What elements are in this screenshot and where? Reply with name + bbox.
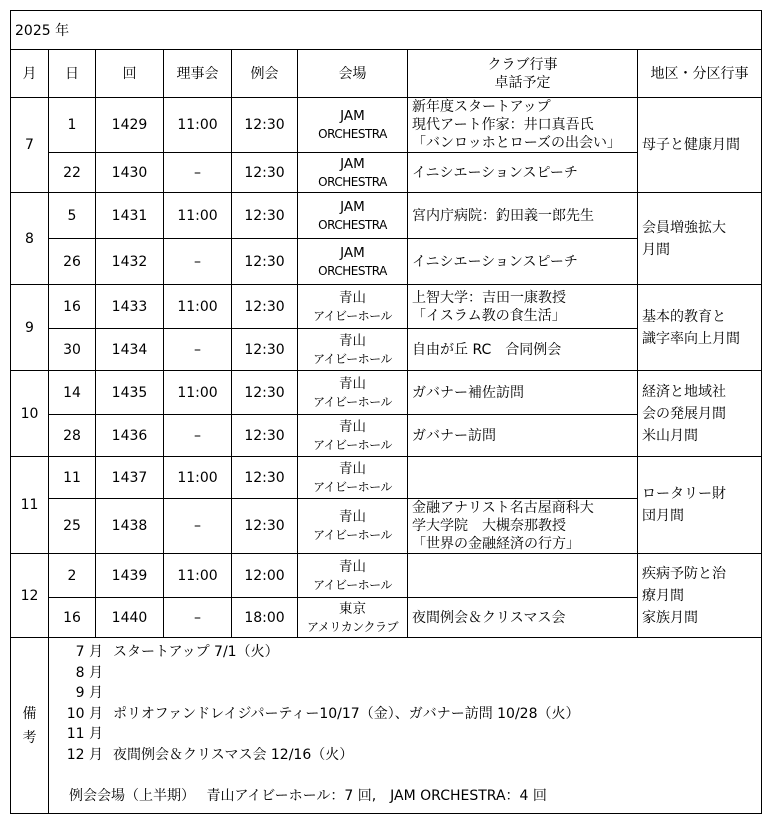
year-title: 2025 年 [11, 11, 762, 50]
table-row [11, 457, 762, 499]
month-cell: 11 [11, 457, 49, 554]
day-cell: 5 [49, 193, 96, 239]
venue-cell [298, 98, 408, 153]
notes-line [61, 683, 755, 704]
venue-line2: アイビーホール [313, 577, 392, 592]
notes-label [11, 638, 49, 814]
notes-month: 12 月 [66, 746, 103, 763]
venue-cell [298, 193, 408, 239]
table-row [11, 554, 762, 598]
table-row [11, 193, 762, 239]
header-district: 地区・分区行事 [638, 50, 762, 98]
venue-line2: アイビーホール [313, 351, 392, 366]
header-day: 日 [49, 50, 96, 98]
venue-line2: アメリカンクラブ [307, 619, 398, 634]
meeting-time-cell: 12:30 [232, 193, 298, 239]
notes-line [61, 704, 755, 725]
number-cell: 1430 [96, 153, 164, 193]
day-cell: 14 [49, 371, 96, 415]
club-event-line: ガバナー補佐訪問 [412, 384, 524, 401]
meeting-time-cell: 12:30 [232, 457, 298, 499]
district-event-line: 米山月間 [642, 427, 698, 444]
district-event-cell [638, 98, 762, 193]
board-time-cell: – [164, 499, 232, 554]
table-row [11, 98, 762, 153]
notes-label-char: 考 [22, 729, 37, 746]
venue-cell [298, 457, 408, 499]
meeting-time-cell: 12:30 [232, 415, 298, 457]
venue-line1: 青山 [339, 332, 366, 349]
club-event-cell [408, 239, 638, 285]
district-event-line: ロータリー財 [642, 486, 726, 502]
club-event-line: 現代アート作家：井口真吾氏 [412, 117, 594, 133]
meeting-time-cell: 12:00 [232, 554, 298, 598]
district-event-cell [638, 193, 762, 285]
club-event-line: 宮内庁病院：釣田義一郎先生 [412, 207, 594, 224]
notes-spacer [61, 765, 755, 786]
notes-row [11, 638, 762, 814]
month-cell: 8 [11, 193, 49, 285]
table-row [11, 371, 762, 415]
venue-line1: 青山 [339, 289, 366, 306]
board-time-cell: 11:00 [164, 285, 232, 329]
notes-content [49, 638, 762, 814]
board-time-cell: – [164, 153, 232, 193]
day-cell: 16 [49, 285, 96, 329]
schedule-table [10, 10, 762, 814]
board-time-cell: 11:00 [164, 554, 232, 598]
venue-cell [298, 153, 408, 193]
notes-month: 10 月 [66, 705, 103, 722]
district-event-line: 団月間 [642, 508, 684, 524]
schedule-document [10, 10, 762, 814]
venue-line2: アイビーホール [313, 437, 392, 452]
venue-cell [298, 554, 408, 598]
number-cell: 1439 [96, 554, 164, 598]
venue-line1: 青山 [339, 460, 366, 477]
district-event-cell [638, 371, 762, 457]
meeting-time-cell: 12:30 [232, 98, 298, 153]
venue-line1: JAM [340, 244, 365, 261]
venue-cell [298, 285, 408, 329]
number-cell: 1440 [96, 598, 164, 638]
club-event-cell [408, 329, 638, 371]
notes-month: 11 月 [66, 726, 103, 742]
club-event-line: 「イスラム教の食生活」 [412, 307, 566, 324]
venue-cell [298, 415, 408, 457]
meeting-time-cell: 12:30 [232, 371, 298, 415]
club-event-cell [408, 457, 638, 499]
district-event-line: 療月間 [642, 587, 684, 604]
board-time-cell: – [164, 598, 232, 638]
club-event-cell [408, 554, 638, 598]
notes-line [61, 642, 755, 663]
header-club-line2: 卓話予定 [494, 74, 551, 91]
meeting-time-cell: 12:30 [232, 153, 298, 193]
notes-line [61, 745, 755, 766]
venue-line2: ORCHESTRA [318, 174, 387, 189]
district-event-line: 会の発展月間 [642, 405, 726, 422]
day-cell: 2 [49, 554, 96, 598]
district-event-line: 経済と地域社 [642, 383, 726, 400]
day-cell: 11 [49, 457, 96, 499]
club-event-line: イニシエーションスピーチ [412, 253, 578, 270]
month-cell: 7 [11, 98, 49, 193]
club-event-cell [408, 285, 638, 329]
venue-line1: 青山 [339, 509, 366, 525]
notes-summary: 例会会場（上半期） 青山アイビーホール：7 回, JAM ORCHESTRA：4 回 [69, 787, 547, 804]
venue-line2: ORCHESTRA [318, 217, 387, 232]
club-event-cell [408, 499, 638, 554]
notes-month: 9 月 [75, 685, 103, 701]
number-cell: 1434 [96, 329, 164, 371]
day-cell: 26 [49, 239, 96, 285]
club-event-cell [408, 598, 638, 638]
district-event-line: 母子と健康月間 [642, 137, 740, 153]
club-event-line: 「世界の金融経済の行方」 [412, 536, 580, 552]
month-cell: 12 [11, 554, 49, 638]
district-event-line: 基本的教育と [642, 308, 726, 325]
club-event-line: 学大学院 大槻奈那教授 [412, 518, 566, 534]
day-cell: 1 [49, 98, 96, 153]
board-time-cell: 11:00 [164, 98, 232, 153]
district-event-line: 識字率向上月間 [642, 330, 740, 347]
number-cell: 1431 [96, 193, 164, 239]
meeting-time-cell: 12:30 [232, 239, 298, 285]
meeting-time-cell: 12:30 [232, 285, 298, 329]
venue-line1: 青山 [339, 418, 366, 435]
venue-line1: 青山 [339, 375, 366, 392]
board-time-cell: – [164, 239, 232, 285]
district-event-cell [638, 285, 762, 371]
club-event-line: 金融アナリスト名古屋商科大 [412, 500, 594, 516]
venue-line1: 青山 [339, 558, 366, 575]
club-event-line: ガバナー訪問 [412, 427, 496, 444]
day-cell: 22 [49, 153, 96, 193]
number-cell: 1433 [96, 285, 164, 329]
venue-line1: JAM [340, 198, 365, 215]
venue-line1: JAM [340, 108, 365, 124]
club-event-cell [408, 371, 638, 415]
venue-cell [298, 329, 408, 371]
venue-line1: JAM [340, 155, 365, 172]
day-cell: 16 [49, 598, 96, 638]
district-event-line: 会員増強拡大 [642, 219, 726, 236]
venue-cell [298, 371, 408, 415]
header-club-line1: クラブ行事 [487, 56, 558, 73]
club-event-line: 上智大学：吉田一康教授 [412, 289, 566, 306]
board-time-cell: – [164, 415, 232, 457]
venue-line2: アイビーホール [313, 479, 392, 494]
header-club-events [408, 50, 638, 98]
notes-text: スタートアップ 7/1（火） [113, 644, 279, 660]
venue-cell [298, 499, 408, 554]
notes-month: 7 月 [75, 644, 103, 660]
board-time-cell: 11:00 [164, 457, 232, 499]
venue-line2: アイビーホール [313, 394, 392, 409]
board-time-cell: 11:00 [164, 371, 232, 415]
notes-label-char: 備 [22, 705, 37, 722]
district-event-line: 家族月間 [642, 609, 698, 626]
board-time-cell: – [164, 329, 232, 371]
club-event-cell [408, 193, 638, 239]
number-cell: 1435 [96, 371, 164, 415]
meeting-time-cell: 12:30 [232, 499, 298, 554]
number-cell: 1438 [96, 499, 164, 554]
district-event-line: 月間 [642, 241, 670, 258]
venue-cell [298, 598, 408, 638]
header-row [11, 50, 762, 98]
header-month: 月 [11, 50, 49, 98]
venue-line2: ORCHESTRA [318, 127, 387, 141]
number-cell: 1432 [96, 239, 164, 285]
club-event-line: 夜間例会＆クリスマス会 [412, 609, 566, 626]
club-event-line: イニシエーションスピーチ [412, 164, 578, 181]
header-number: 回 [96, 50, 164, 98]
club-event-cell [408, 98, 638, 153]
header-venue: 会場 [298, 50, 408, 98]
notes-text: ポリオファンドレイジパーティー10/17（金）、ガバナー訪問 10/28（火） [113, 705, 580, 722]
club-event-line: 「バンロッホとローズの出会い」 [412, 135, 622, 151]
month-cell: 9 [11, 285, 49, 371]
header-board: 理事会 [164, 50, 232, 98]
notes-line [61, 724, 755, 745]
meeting-time-cell: 12:30 [232, 329, 298, 371]
day-cell: 30 [49, 329, 96, 371]
venue-line2: ORCHESTRA [318, 263, 387, 278]
club-event-line: 新年度スタートアップ [412, 99, 551, 115]
club-event-line: 自由が丘 RC 合同例会 [412, 341, 562, 358]
venue-line2: アイビーホール [313, 528, 392, 542]
day-cell: 28 [49, 415, 96, 457]
header-meeting: 例会 [232, 50, 298, 98]
notes-text: 夜間例会＆クリスマス会 12/16（火） [113, 746, 354, 763]
month-cell: 10 [11, 371, 49, 457]
district-event-line: 疾病予防と治 [642, 565, 726, 582]
number-cell: 1436 [96, 415, 164, 457]
district-event-cell [638, 457, 762, 554]
district-event-cell [638, 554, 762, 638]
table-row [11, 285, 762, 329]
day-cell: 25 [49, 499, 96, 554]
meeting-time-cell: 18:00 [232, 598, 298, 638]
club-event-cell [408, 153, 638, 193]
notes-line [61, 663, 755, 684]
venue-cell [298, 239, 408, 285]
venue-line1: 東京 [339, 600, 366, 617]
venue-line2: アイビーホール [313, 308, 392, 323]
number-cell: 1437 [96, 457, 164, 499]
club-event-cell [408, 415, 638, 457]
notes-month: 8 月 [75, 664, 103, 681]
board-time-cell: 11:00 [164, 193, 232, 239]
number-cell: 1429 [96, 98, 164, 153]
